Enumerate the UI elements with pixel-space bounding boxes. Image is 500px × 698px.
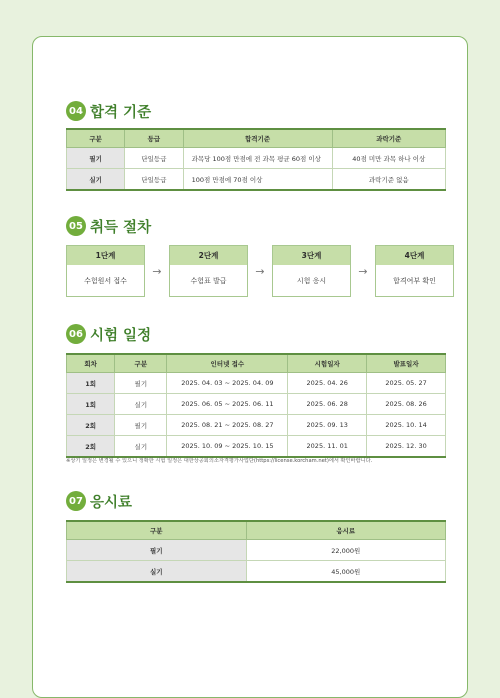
step-description: 수험원서 접수 bbox=[84, 276, 127, 285]
table-cell: 2025. 08. 21 ~ 2025. 08. 27 bbox=[167, 415, 288, 436]
table-cell: 2025. 04. 26 bbox=[288, 373, 367, 394]
section-number-badge: 04 bbox=[66, 101, 86, 121]
row-label: 필기 bbox=[67, 540, 247, 561]
table-cell: 2025. 10. 09 ~ 2025. 10. 15 bbox=[167, 436, 288, 458]
column-header: 발표일자 bbox=[367, 354, 446, 373]
section-exam-schedule bbox=[66, 323, 446, 464]
table-row bbox=[67, 415, 446, 436]
section-number-badge: 06 bbox=[66, 324, 86, 344]
table-cell: 2025. 05. 27 bbox=[367, 373, 446, 394]
table-cell: 실기 bbox=[115, 436, 167, 458]
section-title: 취득 절차 bbox=[90, 219, 152, 236]
schedule-note: ※상기 일정은 변경될 수 있으니 정확한 시험 일정은 대한상공회의소자격평가사업단(https://license.korcham.net)에서 확인바랍니다. bbox=[66, 458, 373, 464]
section-exam-fee bbox=[66, 490, 446, 576]
table-header-row bbox=[67, 354, 446, 373]
table-cell: 2025. 10. 14 bbox=[367, 415, 446, 436]
column-header: 응시료 bbox=[246, 521, 445, 540]
column-header: 구분 bbox=[67, 129, 125, 148]
table-cell: 2025. 09. 13 bbox=[288, 415, 367, 436]
table-row bbox=[67, 373, 446, 394]
table-cell: 단일등급 bbox=[125, 169, 183, 191]
table-cell: 100점 만점에 70점 이상 bbox=[183, 169, 332, 191]
section-header bbox=[66, 100, 446, 122]
step-label: 1단계 bbox=[67, 246, 144, 265]
table-row bbox=[67, 540, 446, 561]
process-step bbox=[272, 245, 351, 297]
column-header: 구분 bbox=[67, 521, 247, 540]
step-label: 4단계 bbox=[376, 246, 453, 265]
row-label: 1회 bbox=[67, 373, 115, 394]
table-cell: 2025. 04. 03 ~ 2025. 04. 09 bbox=[167, 373, 288, 394]
table-cell: 과락기준 없음 bbox=[332, 169, 445, 191]
step-label: 3단계 bbox=[273, 246, 350, 265]
row-label: 2회 bbox=[67, 415, 115, 436]
table-cell: 2025. 06. 05 ~ 2025. 06. 11 bbox=[167, 394, 288, 415]
table-header-row bbox=[67, 521, 446, 540]
table-row bbox=[67, 394, 446, 415]
row-label: 실기 bbox=[67, 169, 125, 191]
arrow-right-icon: → bbox=[358, 264, 368, 278]
table-row bbox=[67, 436, 446, 458]
table-cell: 실기 bbox=[115, 394, 167, 415]
process-step bbox=[375, 245, 454, 297]
step-description: 합격여부 확인 bbox=[393, 276, 436, 285]
row-label: 필기 bbox=[67, 148, 125, 169]
section-title: 시험 일정 bbox=[90, 327, 152, 344]
process-steps bbox=[66, 245, 454, 297]
row-label: 실기 bbox=[67, 561, 247, 583]
step-description: 수험표 발급 bbox=[190, 276, 227, 285]
step-label: 2단계 bbox=[170, 246, 247, 265]
section-acquisition-process bbox=[66, 215, 446, 285]
row-label: 1회 bbox=[67, 394, 115, 415]
table-cell: 45,000원 bbox=[246, 561, 445, 583]
section-pass-criteria bbox=[66, 100, 446, 184]
row-label: 2회 bbox=[67, 436, 115, 458]
table-cell: 2025. 08. 26 bbox=[367, 394, 446, 415]
exam-schedule-table bbox=[66, 353, 446, 458]
exam-fee-table bbox=[66, 520, 446, 583]
section-title: 응시료 bbox=[90, 494, 133, 511]
section-header bbox=[66, 323, 446, 345]
table-cell: 40점 미만 과목 하나 이상 bbox=[332, 148, 445, 169]
section-title: 합격 기준 bbox=[90, 104, 152, 121]
table-cell: 22,000원 bbox=[246, 540, 445, 561]
section-number-badge: 07 bbox=[66, 491, 86, 511]
arrow-right-icon: → bbox=[152, 264, 162, 278]
table-cell: 필기 bbox=[115, 415, 167, 436]
section-number-badge: 05 bbox=[66, 216, 86, 236]
table-row bbox=[67, 169, 446, 191]
table-cell: 필기 bbox=[115, 373, 167, 394]
table-header-row bbox=[67, 129, 446, 148]
column-header: 인터넷 접수 bbox=[167, 354, 288, 373]
column-header: 구분 bbox=[115, 354, 167, 373]
table-row bbox=[67, 148, 446, 169]
process-step bbox=[169, 245, 248, 297]
column-header: 시험일자 bbox=[288, 354, 367, 373]
step-description: 시험 응시 bbox=[296, 276, 327, 285]
pass-criteria-table bbox=[66, 128, 446, 191]
column-header: 합격기준 bbox=[183, 129, 332, 148]
section-header bbox=[66, 215, 446, 237]
column-header: 회차 bbox=[67, 354, 115, 373]
table-cell: 2025. 12. 30 bbox=[367, 436, 446, 458]
table-cell: 과목당 100점 만점에 전 과목 평균 60점 이상 bbox=[183, 148, 332, 169]
table-cell: 2025. 11. 01 bbox=[288, 436, 367, 458]
column-header: 등급 bbox=[125, 129, 183, 148]
table-cell: 2025. 06. 28 bbox=[288, 394, 367, 415]
arrow-right-icon: → bbox=[255, 264, 265, 278]
column-header: 과락기준 bbox=[332, 129, 445, 148]
table-row bbox=[67, 561, 446, 583]
table-cell: 단일등급 bbox=[125, 148, 183, 169]
process-step bbox=[66, 245, 145, 297]
section-header bbox=[66, 490, 446, 512]
